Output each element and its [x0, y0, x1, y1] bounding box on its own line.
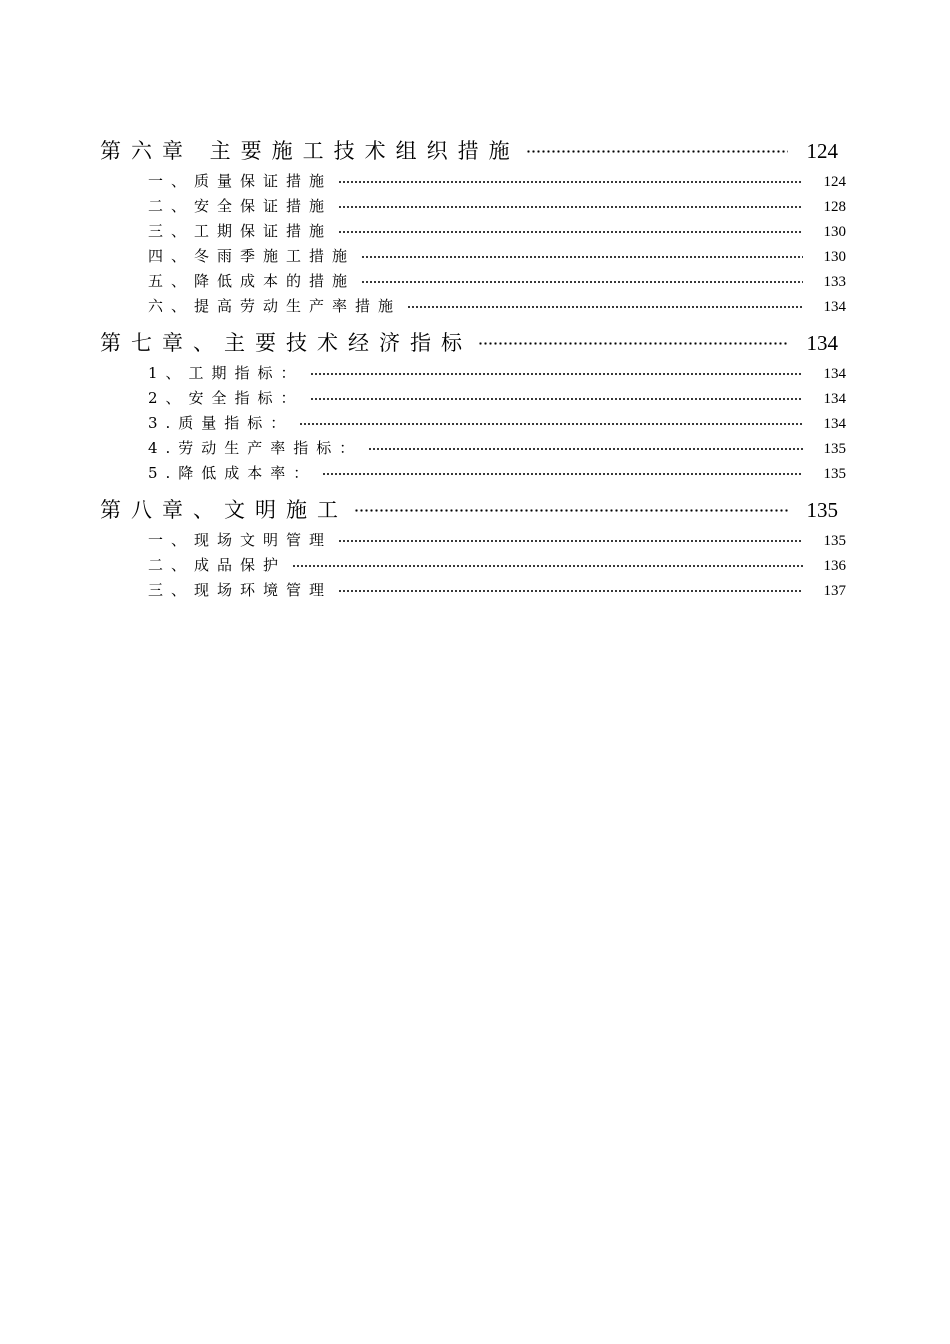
item-page-number: 128 — [823, 199, 846, 215]
item-title: 二、成品保护 — [148, 556, 287, 574]
item-title: 1、工期指标： — [148, 364, 304, 382]
dot-leader — [338, 588, 803, 594]
toc-item[interactable] — [100, 294, 846, 319]
toc-item[interactable] — [100, 528, 846, 553]
item-page-number: 133 — [823, 274, 846, 290]
chapter-page-number: 135 — [806, 498, 838, 522]
dot-leader — [368, 446, 803, 452]
item-title: 二、安全保证措施 — [148, 197, 333, 215]
toc-item[interactable] — [100, 219, 846, 244]
chapter-page-number: 124 — [806, 139, 838, 163]
toc-item[interactable] — [100, 194, 846, 219]
item-page-number: 134 — [823, 416, 846, 432]
dot-leader — [322, 471, 803, 477]
item-page-number: 124 — [823, 174, 846, 190]
item-title: 六、提高劳动生产率措施 — [148, 297, 402, 315]
chapter-title: 第六章 主要施工技术组织措施 — [100, 139, 520, 163]
dot-leader — [338, 538, 803, 544]
dot-leader — [310, 396, 803, 402]
dot-leader — [478, 340, 788, 346]
dot-leader — [361, 254, 803, 260]
toc-item[interactable] — [100, 461, 846, 486]
dot-leader — [354, 507, 788, 513]
toc-item[interactable] — [100, 578, 846, 603]
chapter-title: 第七章、主要技术经济指标 — [100, 331, 472, 355]
item-page-number: 134 — [823, 299, 846, 315]
dot-leader — [361, 279, 803, 285]
dot-leader — [338, 204, 803, 210]
item-title: 2、安全指标： — [148, 389, 304, 407]
toc-item[interactable] — [100, 436, 846, 461]
toc-item[interactable] — [100, 411, 846, 436]
toc-item[interactable] — [100, 386, 846, 411]
item-title: 三、工期保证措施 — [148, 222, 333, 240]
item-page-number: 134 — [823, 366, 846, 382]
table-of-contents — [100, 133, 846, 605]
chapter-page-number: 134 — [806, 331, 838, 355]
item-page-number: 136 — [823, 558, 846, 574]
chapter-title: 第八章、文明施工 — [100, 498, 348, 522]
toc-chapter-6[interactable] — [100, 133, 846, 169]
toc-chapter-7-items — [100, 361, 846, 486]
item-page-number: 137 — [823, 583, 846, 599]
item-page-number: 135 — [823, 533, 846, 549]
item-title: 3.质量指标： — [148, 414, 294, 432]
item-title: 一、质量保证措施 — [148, 172, 333, 190]
item-page-number: 135 — [823, 441, 846, 457]
item-title: 一、现场文明管理 — [148, 531, 333, 549]
toc-item[interactable] — [100, 269, 846, 294]
toc-item[interactable] — [100, 169, 846, 194]
item-title: 三、现场环境管理 — [148, 581, 333, 599]
dot-leader — [292, 563, 803, 569]
item-title: 5.降低成本率： — [148, 464, 317, 482]
toc-item[interactable] — [100, 553, 846, 578]
toc-chapter-6-items — [100, 169, 846, 319]
item-title: 4.劳动生产率指标： — [148, 439, 363, 457]
toc-item[interactable] — [100, 244, 846, 269]
dot-leader — [407, 304, 803, 310]
dot-leader — [338, 229, 803, 235]
item-page-number: 134 — [823, 391, 846, 407]
dot-leader — [526, 148, 788, 154]
toc-chapter-7[interactable] — [100, 325, 846, 361]
toc-item[interactable] — [100, 361, 846, 386]
toc-chapter-8[interactable] — [100, 492, 846, 528]
item-title: 五、降低成本的措施 — [148, 272, 356, 290]
dot-leader — [310, 371, 803, 377]
item-page-number: 130 — [823, 224, 846, 240]
item-page-number: 135 — [823, 466, 846, 482]
item-page-number: 130 — [823, 249, 846, 265]
toc-chapter-8-items — [100, 528, 846, 603]
dot-leader — [299, 421, 803, 427]
item-title: 四、冬雨季施工措施 — [148, 247, 356, 265]
dot-leader — [338, 179, 803, 185]
